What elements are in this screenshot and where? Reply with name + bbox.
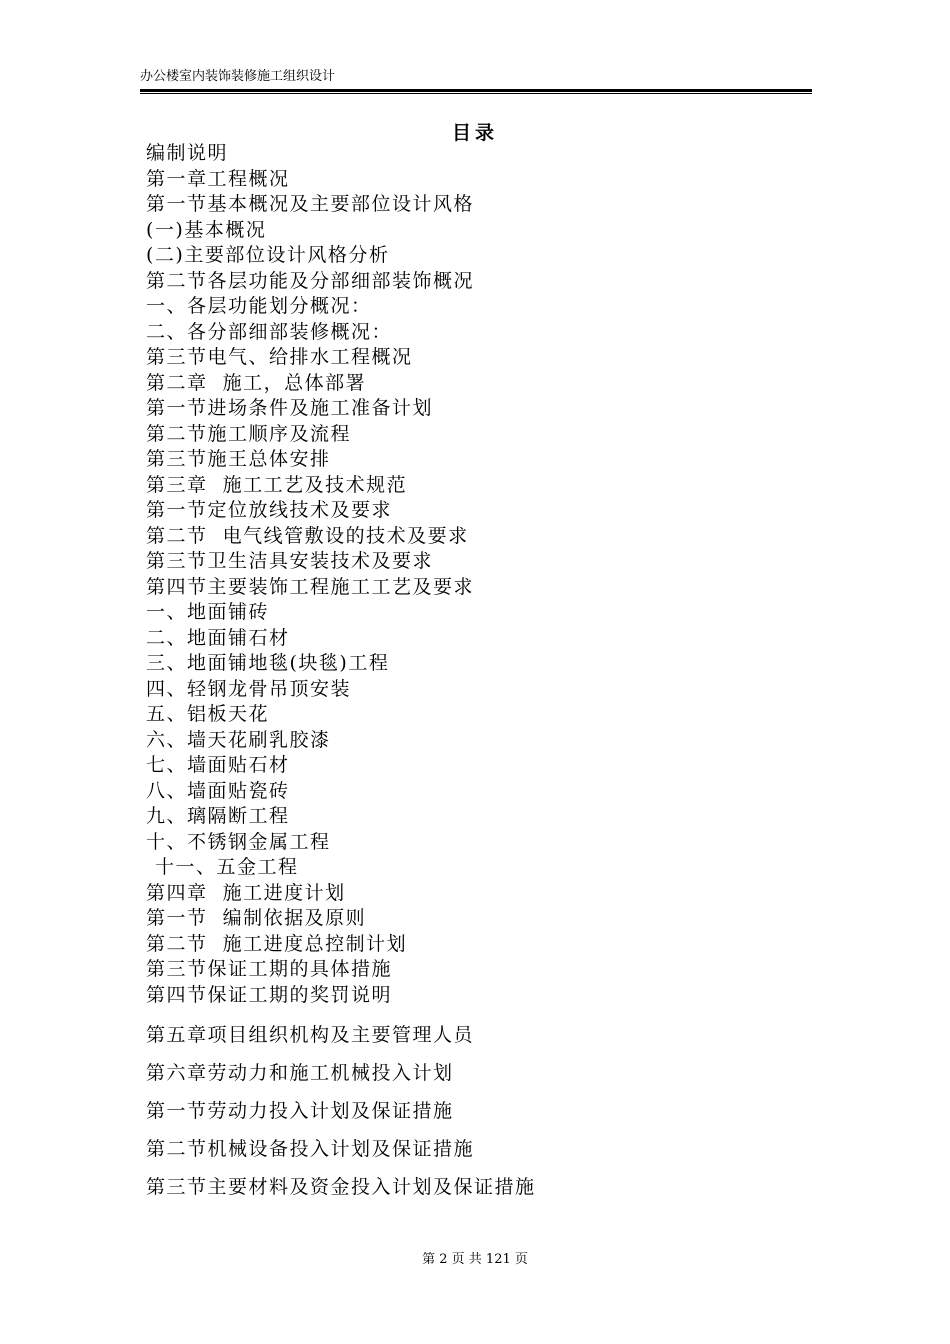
toc-item[interactable]: 第二节 施工进度总控制计划 — [146, 932, 408, 955]
toc-item[interactable]: 十、不锈钢金属工程 — [146, 830, 331, 853]
toc-item[interactable]: 第三章 施工工艺及技术规范 — [146, 473, 408, 496]
toc-item[interactable]: 第二节施工顺序及流程 — [146, 422, 352, 445]
toc-item[interactable]: 二、地面铺石材 — [146, 626, 290, 649]
toc-item[interactable]: 第三节施王总体安排 — [146, 448, 331, 470]
toc-item[interactable]: 十一、五金工程 — [155, 856, 299, 878]
toc-title: 目录 — [451, 122, 498, 144]
header-rule-thick — [140, 89, 812, 92]
toc-item[interactable]: 八、墙面贴瓷砖 — [146, 779, 290, 802]
toc-item[interactable]: 第六章劳动力和施工机械投入计划 — [146, 1062, 454, 1084]
page-header — [140, 68, 812, 94]
toc-item[interactable]: 一、各层功能划分概况： — [146, 295, 372, 317]
toc-item[interactable]: 五、铝板天花 — [146, 703, 270, 725]
toc-item[interactable]: 第三节卫生洁具安装技术及要求 — [146, 550, 434, 572]
toc-item[interactable]: 第一节基本概况及主要部位设计风格 — [146, 193, 475, 215]
toc-item[interactable]: 第一节定位放线技术及要求 — [146, 499, 393, 521]
toc-item[interactable]: 第二节各层功能及分部细部装饰概况 — [146, 269, 475, 292]
page-number: 第 2 页 共 121 页 — [422, 1252, 528, 1267]
toc-item[interactable]: 第一节 编制依据及原则 — [146, 907, 367, 929]
toc-item[interactable]: 七、墙面贴石材 — [146, 754, 290, 776]
toc-item[interactable]: 二、各分部细部装修概况： — [146, 320, 393, 343]
toc-item[interactable]: 第二节机械设备投入计划及保证措施 — [146, 1138, 475, 1160]
toc-item[interactable]: 第二节 电气线管敷设的技术及要求 — [146, 524, 469, 547]
toc-item[interactable]: 三、地面铺地毯(块毯)工程 — [146, 652, 390, 674]
toc-item[interactable]: (二)主要部位设计风格分析 — [146, 244, 390, 266]
toc-item[interactable]: 编制说明 — [146, 142, 229, 164]
table-of-contents — [146, 141, 826, 1206]
toc-item[interactable]: 第三节保证工期的具体措施 — [146, 958, 393, 980]
toc-item[interactable]: (一)基本概况 — [146, 218, 267, 241]
toc-item[interactable]: 四、轻钢龙骨吊顶安装 — [146, 677, 352, 700]
toc-item[interactable]: 一、地面铺砖 — [146, 601, 270, 623]
toc-item[interactable]: 第二章 施工，总体部署 — [146, 371, 367, 394]
toc-item[interactable]: 第四节保证工期的奖罚说明 — [146, 983, 393, 1006]
toc-item[interactable]: 第三节主要材料及资金投入计划及保证措施 — [146, 1176, 536, 1198]
toc-item[interactable]: 第一章工程概况 — [146, 167, 290, 190]
toc-item[interactable]: 第一节进场条件及施工准备计划 — [146, 397, 434, 419]
header-title: 办公楼室内装饰装修施工组织设计 — [140, 69, 336, 84]
toc-item[interactable]: 第四节主要装饰工程施工工艺及要求 — [146, 575, 475, 598]
toc-item[interactable]: 第四章 施工进度计划 — [146, 881, 346, 904]
toc-item[interactable]: 六、墙天花刷乳胶漆 — [146, 728, 331, 751]
toc-item[interactable]: 第一节劳动力投入计划及保证措施 — [146, 1100, 454, 1122]
toc-item[interactable]: 第三节电气、给排水工程概况 — [146, 346, 413, 368]
toc-item[interactable]: 九、璃隔断工程 — [146, 805, 290, 827]
toc-item[interactable]: 第五章项目组织机构及主要管理人员 — [146, 1024, 475, 1046]
header-rule-thin — [140, 93, 812, 94]
